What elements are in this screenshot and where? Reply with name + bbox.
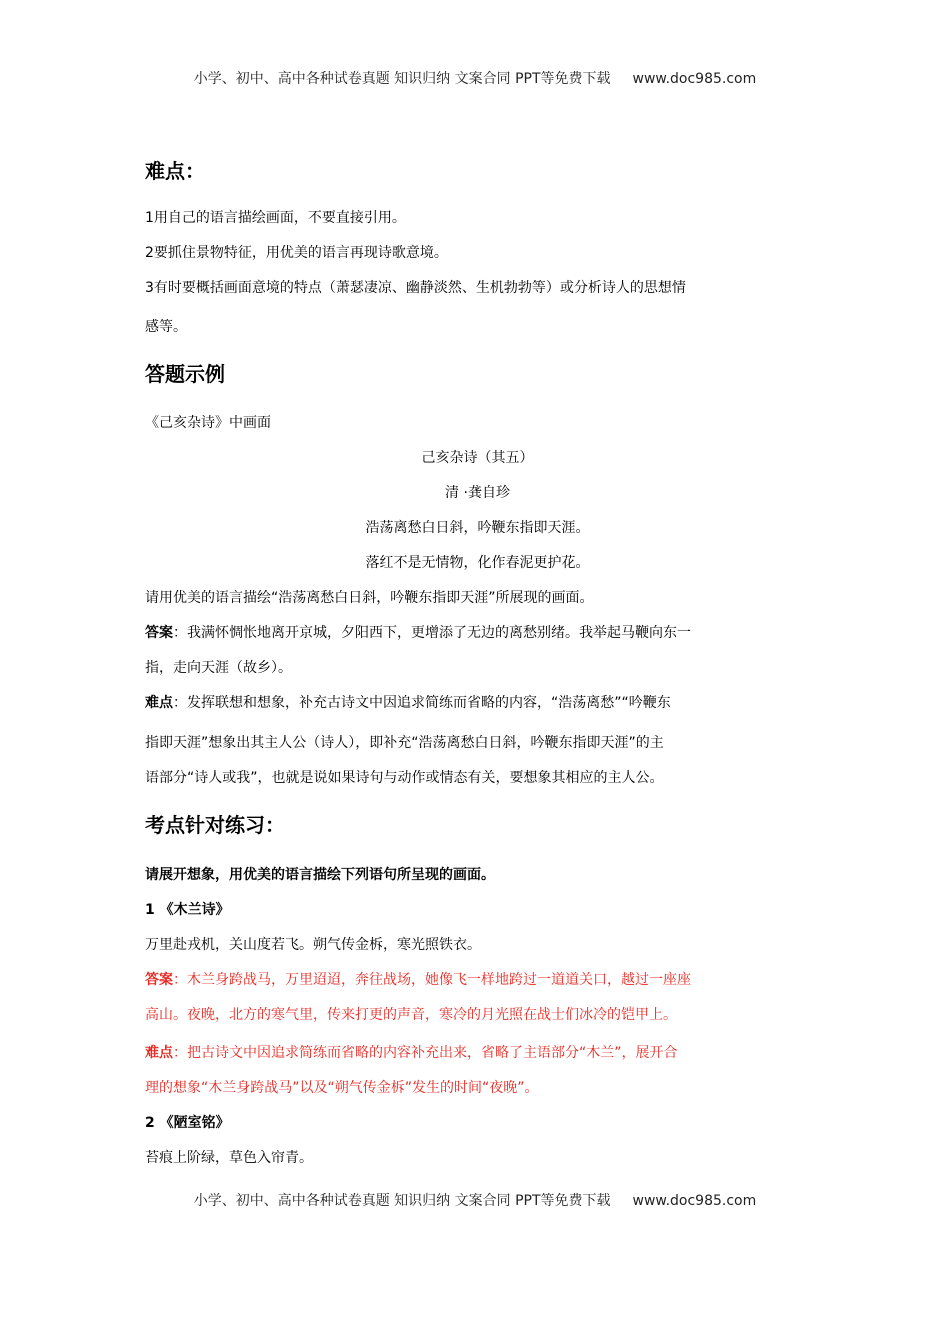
item1-difficulty-text: ：把古诗文中因追求简练而省略的内容补充出来，省略了主语部分“木兰”，展开合 — [173, 1045, 678, 1061]
difficulty-text: ：发挥联想和想象，补充古诗文中因追求简练而省略的内容，“浩荡离愁”“吟鞭东 — [173, 695, 671, 711]
poem-author: 清 ·龚自珍 — [445, 485, 510, 501]
item1-answer-text: ：木兰身跨战马，万里迢迢，奔往战场，她像飞一样地跨过一道道关口，越过一座座 — [173, 972, 691, 988]
practice-instruction: 请展开想象，用优美的语言描绘下列语句所呈现的画面。 — [145, 867, 495, 883]
item1-answer-label: 答案 — [145, 972, 173, 988]
practice-item-1-answer-line-1 — [145, 962, 810, 998]
practice-item-1-text: 万里赴戎机，关山度若飞。朔气传金柝，寒光照铁衣。 — [145, 937, 481, 953]
practice-heading: 考点针对练习： — [145, 813, 285, 837]
practice-item-2-text: 苔痕上阶绿，草色入帘青。 — [145, 1150, 313, 1166]
example-answer-line-2: 指，走向天涯（故乡）。 — [145, 660, 292, 676]
poem-title: 己亥杂诗（其五） — [421, 450, 534, 466]
footer-url[interactable]: www.doc985.com — [632, 1193, 757, 1209]
example-heading: 答题示例 — [145, 362, 225, 386]
practice-item-1-answer-line-2: 高山。夜晚，北方的寒气里，传来打更的声音，寒冷的月光照在战士们冰冷的铠甲上。 — [145, 1007, 677, 1023]
example-answer-line-1 — [145, 615, 810, 651]
practice-item-2-title: 2 《陋室铭》 — [145, 1115, 230, 1131]
difficulty-item-2: 2要抓住景物特征，用优美的语言再现诗歌意境。 — [145, 245, 448, 261]
poem-line-1: 浩荡离愁白日斜，吟鞭东指即天涯。 — [365, 520, 590, 536]
example-question: 请用优美的语言描绘“浩荡离愁白日斜，吟鞭东指即天涯”所展现的画面。 — [145, 590, 594, 606]
header-text: 小学、初中、高中各种试卷真题 知识归纳 文案合同 PPT等免费下载 — [193, 71, 611, 87]
page-footer — [0, 1191, 950, 1211]
answer-text: ：我满怀惆怅地离开京城，夕阳西下，更增添了无边的离愁别绪。我举起马鞭向东一 — [173, 625, 691, 641]
difficulty-item-3: 3有时要概括画面意境的特点（萧瑟凄凉、幽静淡然、生机勃勃等）或分析诗人的思想情 — [145, 280, 686, 296]
difficulty-label: 难点 — [145, 695, 173, 711]
page-header — [0, 69, 950, 89]
answer-label: 答案 — [145, 625, 173, 641]
example-difficulty-line-1 — [145, 685, 810, 721]
footer-text: 小学、初中、高中各种试卷真题 知识归纳 文案合同 PPT等免费下载 — [193, 1193, 611, 1209]
practice-item-1-title: 1 《木兰诗》 — [145, 902, 230, 918]
practice-item-1-difficulty-line-1 — [145, 1035, 810, 1071]
example-intro: 《己亥杂诗》中画面 — [145, 415, 271, 431]
difficulty-item-3-cont: 感等。 — [145, 319, 187, 335]
header-url[interactable]: www.doc985.com — [632, 71, 757, 87]
practice-item-1-difficulty-line-2: 理的想象“木兰身跨战马”以及“朔气传金柝”发生的时间“夜晚”。 — [145, 1080, 539, 1096]
difficulty-item-1: 1用自己的语言描绘画面，不要直接引用。 — [145, 210, 406, 226]
example-difficulty-line-2: 指即天涯”想象出其主人公（诗人），即补充“浩荡离愁白日斜，吟鞭东指即天涯”的主 — [145, 735, 664, 751]
poem-line-2: 落红不是无情物，化作春泥更护花。 — [365, 555, 590, 571]
item1-difficulty-label: 难点 — [145, 1045, 173, 1061]
difficulty-heading: 难点： — [145, 159, 205, 183]
example-difficulty-line-3: 语部分“诗人或我”，也就是说如果诗句与动作或情态有关，要想象其相应的主人公。 — [145, 770, 664, 786]
